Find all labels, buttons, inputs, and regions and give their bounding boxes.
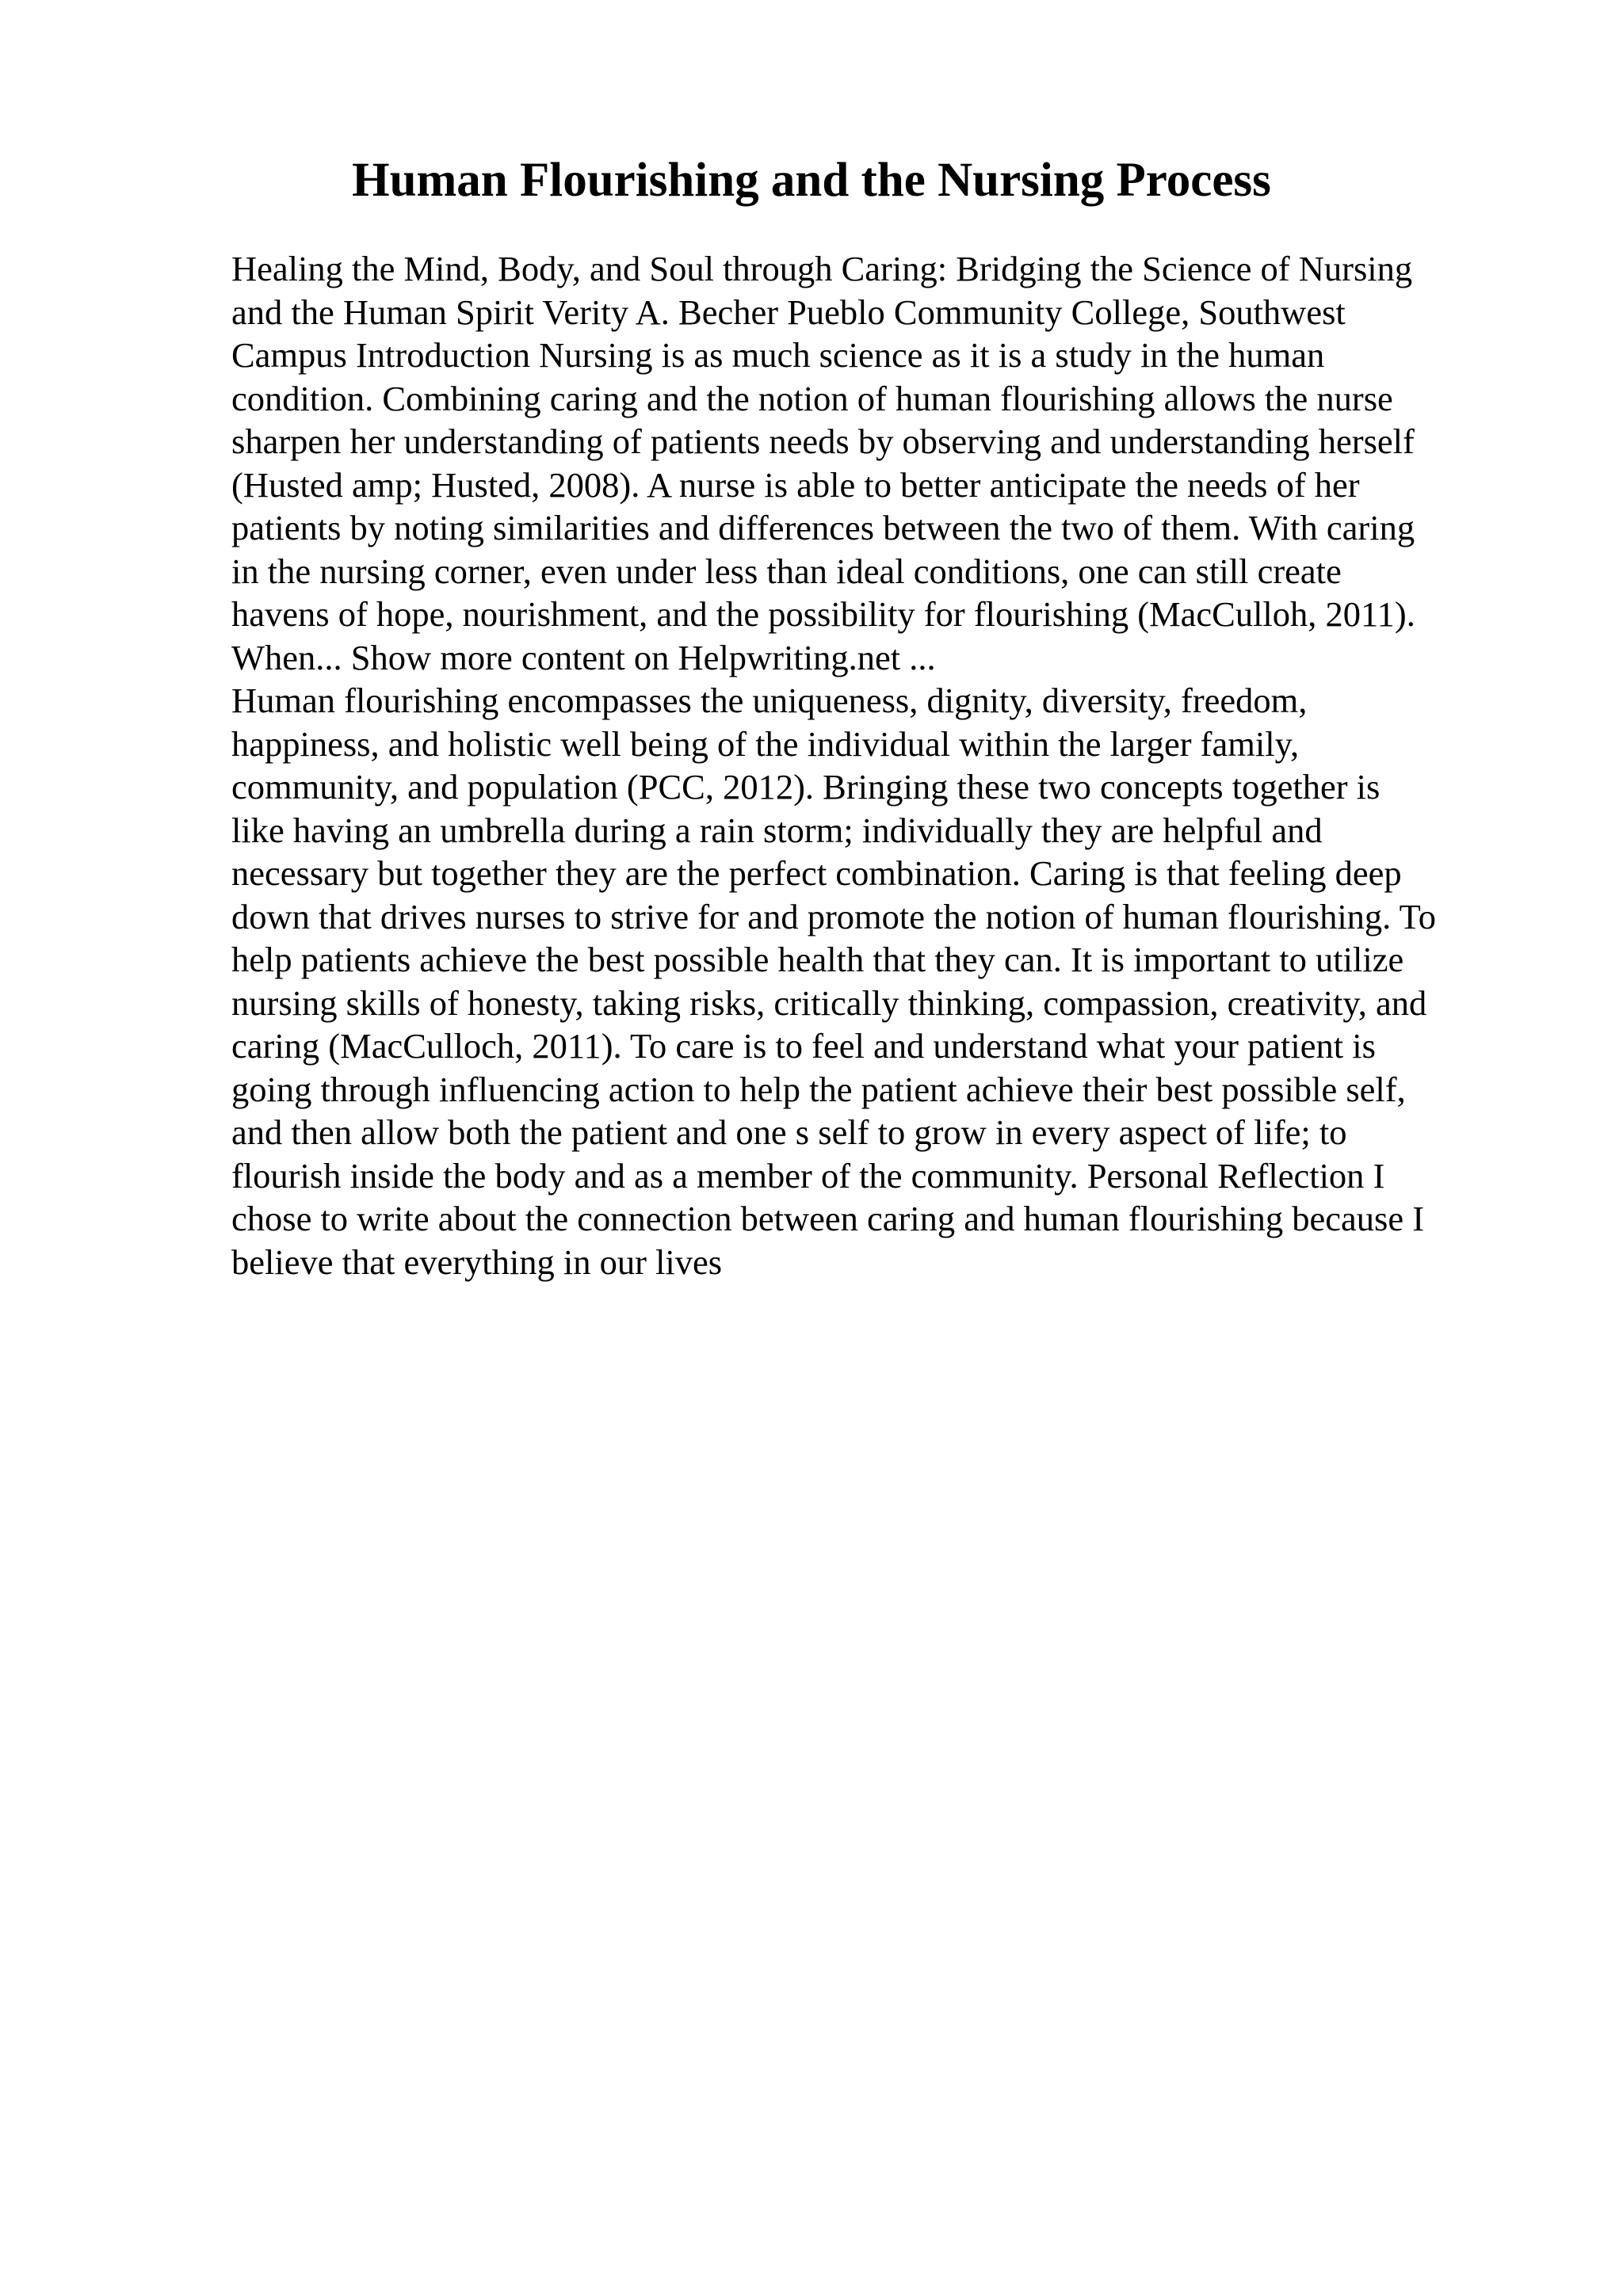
body-line: chose to write about the connection between caring and human flourishing because I bbox=[231, 1199, 1425, 1238]
body-line: in the nursing corner, even under less than ideal conditions, one can still create bbox=[231, 551, 1342, 591]
body-line: patients by noting similarities and differences between the two of them. With caring bbox=[231, 508, 1415, 547]
body-line: havens of hope, nourishment, and the possibility for flourishing (MacCulloh, 2011). bbox=[231, 594, 1415, 634]
body-line: Healing the Mind, Body, and Soul through Caring: Bridging the Science of Nursing bbox=[231, 249, 1413, 288]
body-line: condition. Combining caring and the notion of human flourishing allows the nurse bbox=[231, 378, 1393, 418]
body-line: sharpen her understanding of patients needs by observing and understanding herself bbox=[231, 421, 1415, 461]
body-line: and the Human Spirit Verity A. Becher Pueblo Community College, Southwest bbox=[231, 292, 1346, 332]
body-line: community, and population (PCC, 2012). Bringing these two concepts together is bbox=[231, 767, 1381, 807]
body-line: and then allow both the patient and one s self to grow in every aspect of life; to bbox=[231, 1112, 1347, 1152]
body-line: like having an umbrella during a rain storm; individually they are helpful and bbox=[231, 810, 1323, 850]
body-line: Human flourishing encompasses the uniqueness, dignity, diversity, freedom, bbox=[231, 681, 1308, 720]
body-line: going through influencing action to help the patient achieve their best possible self, bbox=[231, 1069, 1406, 1109]
body-line: believe that everything in our lives bbox=[231, 1241, 723, 1282]
body-line: help patients achieve the best possible health that they can. It is important to utilize bbox=[231, 940, 1404, 979]
body-line: (Husted amp; Husted, 2008). A nurse is able to better anticipate the needs of her bbox=[231, 464, 1360, 505]
body-line: down that drives nurses to strive for and promote the notion of human flourishing. To bbox=[231, 896, 1436, 936]
body-line: happiness, and holistic well being of the individual within the larger family, bbox=[231, 723, 1300, 764]
body-line: necessary but together they are the perfect combination. Caring is that feeling deep bbox=[231, 853, 1402, 893]
show-more-line: When... Show more content on Helpwriting.net ... bbox=[231, 637, 936, 677]
body-line: flourish inside the body and as a member of the community. Personal Reflection I bbox=[231, 1155, 1385, 1196]
document-body bbox=[231, 247, 1531, 1283]
document-title: Human Flourishing and the Nursing Process bbox=[352, 154, 1271, 207]
body-line: caring (MacCulloch, 2011). To care is to feel and understand what your patient is bbox=[231, 1026, 1376, 1066]
body-line: Campus Introduction Nursing is as much science as it is a study in the human bbox=[231, 335, 1325, 375]
body-line: nursing skills of honesty, taking risks, critically thinking, compassion, creativity, and bbox=[231, 982, 1427, 1023]
